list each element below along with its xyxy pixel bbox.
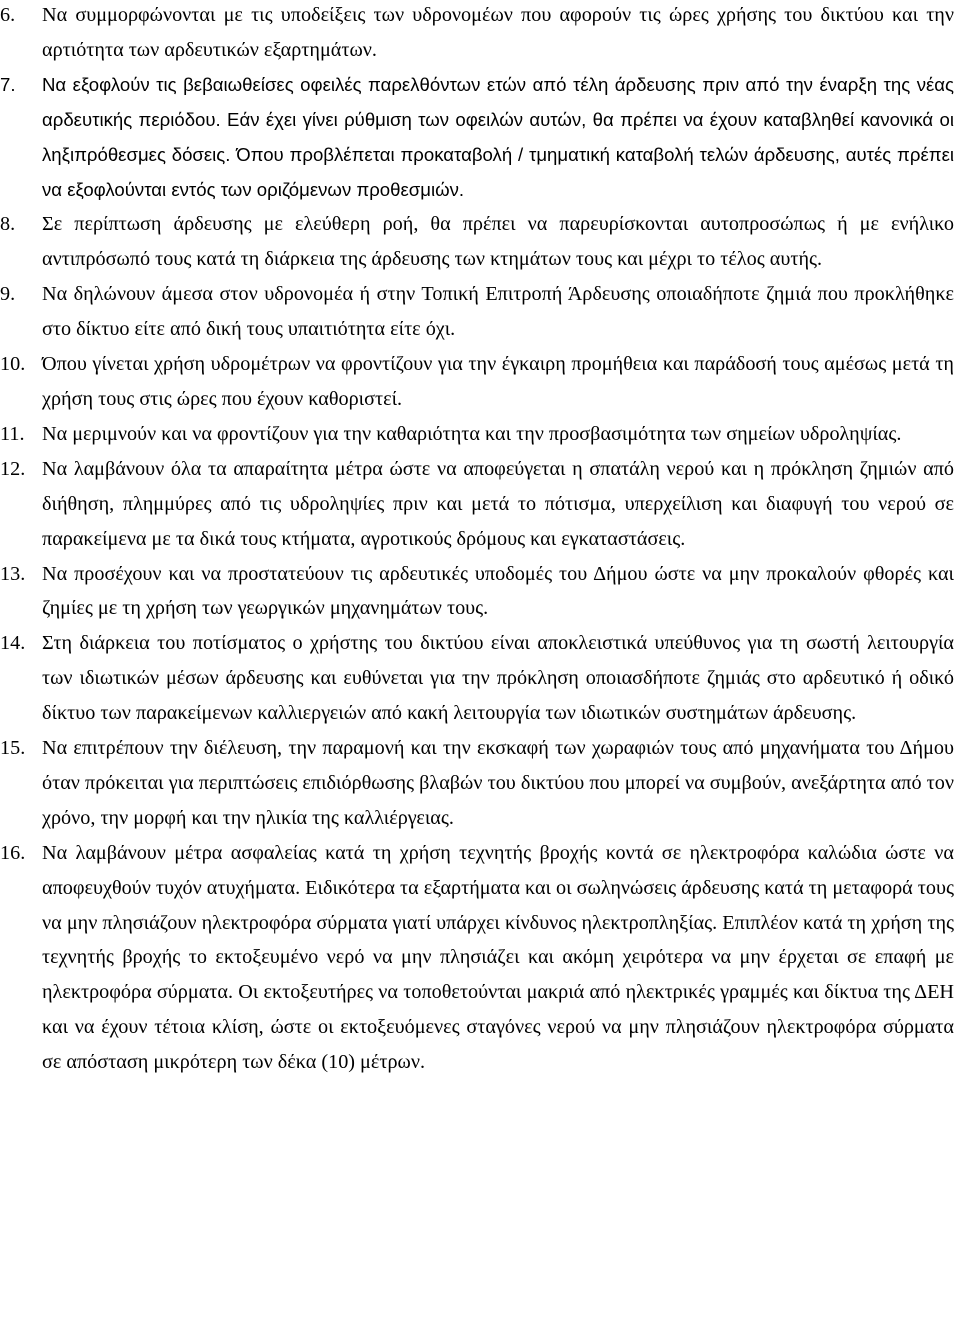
item-number: 16. xyxy=(0,841,26,864)
item-number: 15. xyxy=(0,737,26,760)
item-number: 11. xyxy=(0,422,25,445)
item-text: Να μεριμνούν και να φροντίζουν για την καθαριότητα και την προσβασιμότητα των σημείων υδροληψίας. xyxy=(42,422,902,445)
item-text: Να επιτρέπουν την διέλευση, την παραμονή και την εκσκαφή των χωραφιών τους από μηχανήματα του Δήμου όταν πρόκειται για περιπτώσεις επιδιόρθωσης βλαβών του δικτύου που μπορεί να συμβούν, ανεξάρτητα από τον χρόνο, την μορφή και την ηλικία της καλλιέργειας. xyxy=(42,737,954,829)
item-number: 9. xyxy=(0,283,16,306)
item-number: 8. xyxy=(0,213,16,236)
item-number: 7. xyxy=(0,73,16,95)
item-text: Στη διάρκεια του ποτίσματος ο χρήστης του δικτύου είναι αποκλειστικά υπεύθυνος για τη σωστή λειτουργία των ιδιωτικών μέσων άρδευσης και ευθύνεται για την πρόκληση οποιασδήποτε ζημιάς στο αρδευτικό ή οδικό δίκτυο των παρακείμενων καλλιεργειών από κακή λειτουργία των ιδιωτικών συστημάτων άρδευσης. xyxy=(42,632,954,725)
list-item-12 xyxy=(0,452,954,557)
item-number: 14. xyxy=(0,632,26,655)
list-item-10 xyxy=(0,347,954,417)
list-item-16 xyxy=(0,836,954,1080)
list-item-13 xyxy=(0,557,954,627)
item-text: Να συμμορφώνονται με τις υποδείξεις των υδρονομέων που αφορούν τις ώρες χρήσης του δικτύου και την αρτιότητα των αρδευτικών εξαρτημάτων. xyxy=(42,4,954,61)
list-item-11 xyxy=(0,417,954,452)
list-item-15 xyxy=(0,731,954,836)
item-number: 10. xyxy=(0,353,26,376)
list-item-7 xyxy=(0,68,954,208)
item-text: Να προσέχουν και να προστατεύουν τις αρδευτικές υποδομές του Δήμου ώστε να μην προκαλούν φθορές και ζημίες με τη χρήση των γεωργικών μηχανημάτων τους. xyxy=(42,562,954,620)
item-text: Να δηλώνουν άμεσα στον υδρονομέα ή στην Τοπική Επιτροπή Άρδευσης οποιαδήποτε ζημιά που προκλήθηκε στο δίκτυο είτε από δική τους υπαιτιότητα είτε όχι. xyxy=(42,283,954,341)
list-item-9 xyxy=(0,277,954,347)
item-number: 12. xyxy=(0,457,26,480)
list-item-8 xyxy=(0,207,954,277)
list-item-6 xyxy=(0,0,954,68)
item-number: 13. xyxy=(0,562,26,585)
item-text: Όπου γίνεται χρήση υδρομέτρων να φροντίζουν για την έγκαιρη προμήθεια και παράδοσή τους αμέσως μετά τη χρήση τους στις ώρες που έχουν καθοριστεί. xyxy=(42,353,954,410)
item-text: Να λαμβάνουν μέτρα ασφαλείας κατά τη χρήση τεχνητής βροχής κοντά σε ηλεκτροφόρα καλώδια ώστε να αποφευχθούν τυχόν ατυχήματα. Ειδικότερα τα εξαρτήματα και οι σωληνώσεις άρδευσης κατά τη μεταφορά τους να μην πλησιάζουν ηλεκτροφόρα σύρματα γιατί υπάρχει κίνδυνος ηλεκτροπληξίας. Επιπλέον κατά τη χρήση της τεχνητής βροχής το εκτοξευμένο νερό να μην πλησιάζει και ακόμη χειρότερα να μην έρχεται σε επαφή με ηλεκτροφόρα σύρματα. Οι εκτοξευτήρες να τοποθετούνται μακριά από ηλεκτρικές γραμμές και δίκτυα της ΔΕΗ και να έχουν τέτοια κλίση, ώστε οι εκτοξευόμενες σταγόνες νερού να μην πλησιάζουν ηλεκτροφόρα σύρματα σε απόσταση μικρότερη των δέκα (10) μέτρων. xyxy=(42,841,954,1074)
item-text: Σε περίπτωση άρδευσης με ελεύθερη ροή, θα πρέπει να παρευρίσκονται αυτοπροσώπως ή με ενήλικο αντιπρόσωπό τους κατά τη διάρκεια της άρδευσης των κτημάτων τους και μέχρι το τέλος αυτής. xyxy=(42,213,954,271)
item-number: 6. xyxy=(0,4,16,26)
item-text: Να εξοφλούν τις βεβαιωθείσες οφειλές παρελθόντων ετών από τέλη άρδευσης πριν από την έναρξη της νέας αρδευτικής περιόδου. Εάν έχει γίνει ρύθμιση των οφειλών αυτών, θα πρέπει να έχουν καταβληθεί κανονικά οι ληξιπρόθεσμες δόσεις. Όπου προβλέπεται προκαταβολή / τμηματική καταβολή τελών άρδευσης, αυτές πρέπει να εξοφλούνται εντός των οριζόμενων προθεσμιών. xyxy=(42,73,954,200)
item-text: Να λαμβάνουν όλα τα απαραίτητα μέτρα ώστε να αποφεύγεται η σπατάλη νερού και η πρόκληση ζημιών από διήθηση, πλημμύρες από τις υδροληψίες πριν και μετά το πότισμα, υπερχείλιση και διαφυγή του νερού σε παρακείμενα με τα δικά τους κτήματα, αγροτικούς δρόμους και εγκαταστάσεις. xyxy=(42,457,954,550)
list-item-14 xyxy=(0,626,954,731)
